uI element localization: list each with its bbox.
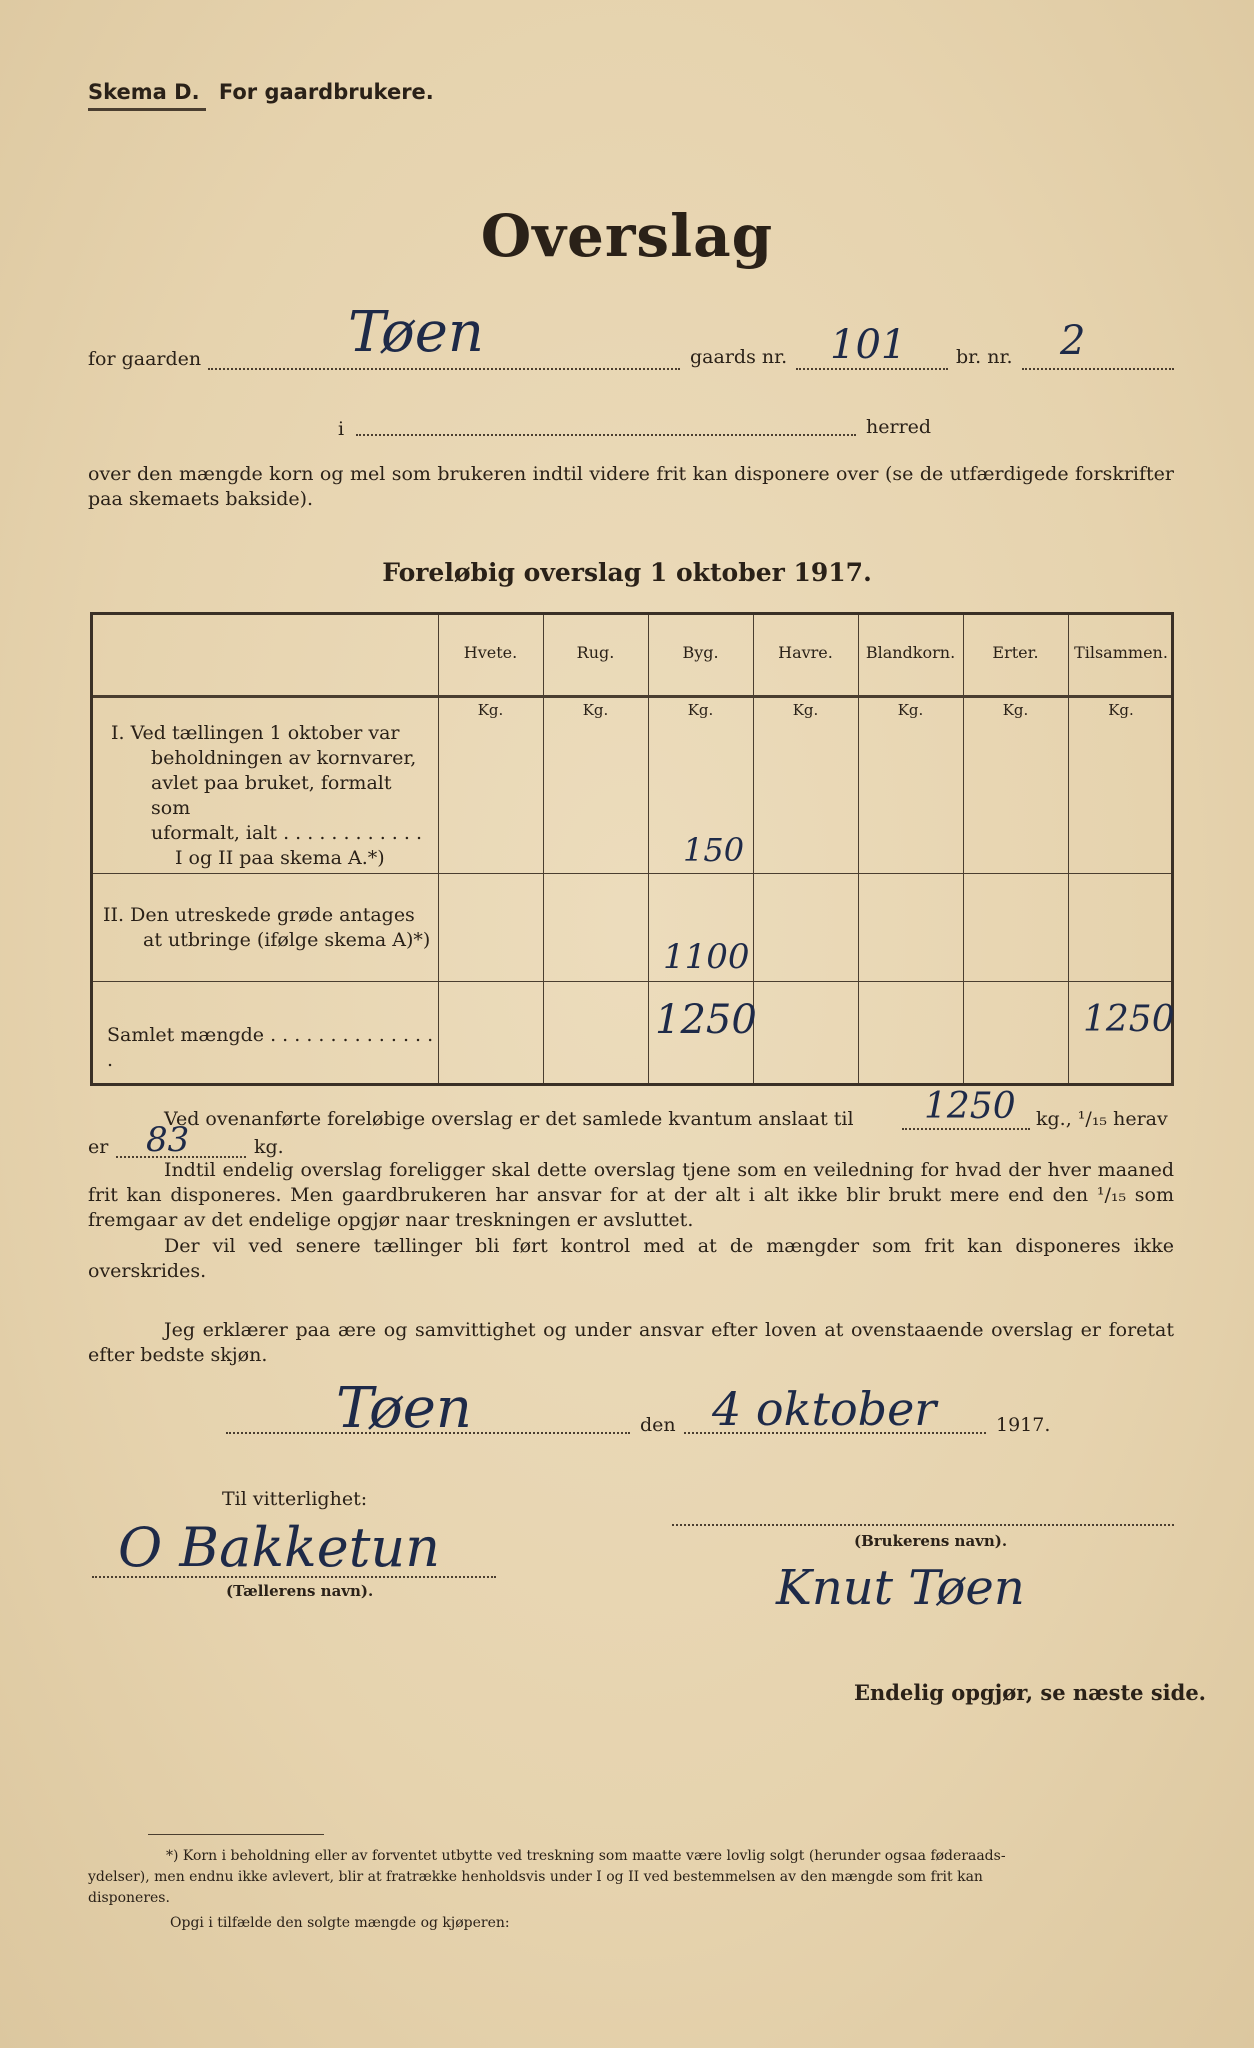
row-label-samlet: Samlet mængde . . . . . . . . . . . . . . . (107, 1024, 434, 1071)
table-vline (543, 615, 544, 1083)
place-handwritten: Tøen (336, 1376, 472, 1441)
date-handwritten: 4 oktober (712, 1382, 937, 1436)
table-vline (648, 615, 649, 1083)
footnote-line: *) Korn i beholdning eller av forventet utbytte ved treskning som maatte være lovlig solgt (herunder ogsaa føderaads- (166, 1848, 1006, 1864)
counter-signature: O Bakketun (118, 1516, 440, 1579)
declaration-paragraph: Jeg erklærer paa ære og samvittighet og under ansvar efter loven at ovenstaaende overslag er foretat efter bedste skjøn. (88, 1319, 1174, 1366)
table-row-rule (93, 873, 1171, 874)
table-vline (858, 615, 859, 1083)
grain-table (90, 612, 1174, 1086)
i-label: i (338, 418, 345, 440)
for-gaardbrukere-label: For gaardbrukere. (218, 80, 434, 104)
for-gaarden-label: for gaarden (88, 348, 202, 370)
counter-name-label: (Tællerens navn). (226, 1582, 374, 1600)
fifteenth-label: kg., ¹/₁₅ herav (1036, 1108, 1168, 1130)
total-statement: Ved ovenanførte foreløbige overslag er det samlede kvantum anslaat til (164, 1108, 854, 1130)
user-name-label: (Brukerens navn). (854, 1532, 1008, 1550)
footnote-line: disponeres. (88, 1890, 170, 1906)
total-kg-line (902, 1128, 1030, 1130)
col-header-hvete: Hvete. (463, 643, 518, 662)
cell-byg-total: 1250 (655, 997, 757, 1043)
kg-label: kg. (254, 1136, 284, 1158)
table-header-rule (93, 695, 1171, 698)
table-vline (438, 615, 439, 1083)
page-title: Overslag (480, 202, 774, 270)
row-label-line: avlet paa bruket, formalt som (151, 772, 392, 819)
year-label: 1917. (996, 1414, 1051, 1436)
unit-label: Kg. (1002, 701, 1029, 719)
row-label-line: I. Ved tællingen 1 oktober var (111, 722, 400, 744)
footnote-line: Opgi i tilfælde den solgte mængde og kjøperen: (170, 1915, 510, 1931)
col-header-rug: Rug. (576, 643, 615, 662)
footnote-rule (148, 1834, 324, 1835)
user-signature: Knut Tøen (776, 1560, 1025, 1616)
er-label: er (88, 1136, 109, 1158)
gaards-nr-line (796, 368, 948, 370)
subtitle: Foreløbig overslag 1 oktober 1917. (382, 558, 872, 587)
den-label: den (640, 1414, 676, 1436)
til-vitterlighet-label: Til vitterlighet: (222, 1488, 368, 1510)
br-nr-label: br. nr. (956, 346, 1013, 368)
col-header-erter: Erter. (992, 643, 1039, 662)
row-label-line: uformalt, ialt . . . . . . . . . . . . (151, 822, 422, 844)
row-label-line: II. Den utreskede grøde antages (103, 904, 415, 926)
col-header-blandkorn: Blandkorn. (865, 643, 956, 662)
row-label-line: I og II paa skema A.*) (175, 847, 385, 869)
footnote-line: ydelser), men endnu ikke avlevert, blir at fratrække henholdsvis under I og II ved bestemmelsen av den mængde som frit kan (88, 1869, 983, 1885)
unit-label: Kg. (792, 701, 819, 719)
farm-name-line (208, 368, 680, 370)
cell-byg-row2: 1100 (663, 937, 750, 977)
row-label-i (111, 721, 431, 871)
unit-label: Kg. (1108, 701, 1134, 719)
endelig-note: Endelig opgjør, se næste side. (854, 1680, 1206, 1705)
row-label-line: at utbringe (ifølge skema A)*) (143, 929, 431, 951)
gaards-nr-handwritten: 101 (830, 322, 907, 368)
table-row-rule (93, 981, 1171, 982)
unit-label: Kg. (897, 701, 924, 719)
col-header-havre: Havre. (778, 643, 833, 662)
row-label-line: beholdningen av kornvarer, (151, 747, 417, 769)
herred-line (356, 434, 856, 436)
total-kg-handwritten: 1250 (924, 1086, 1016, 1127)
fifteenth-kg-handwritten: 83 (146, 1120, 190, 1160)
br-nr-handwritten: 2 (1060, 318, 1086, 364)
footnote (88, 1846, 1180, 1934)
col-header-byg: Byg. (682, 643, 719, 662)
herred-label: herred (866, 416, 932, 438)
unit-label: Kg. (582, 701, 609, 719)
skema-label: Skema D. (88, 80, 200, 104)
intro-paragraph: over den mængde korn og mel som brukeren indtil videre frit kan disponere over (se de utfærdigede forskrifter paa skemaets bakside). (88, 463, 1174, 510)
br-nr-line (1022, 368, 1174, 370)
header-underline (88, 108, 206, 111)
cell-byg-row1: 150 (683, 831, 745, 869)
row-label-ii (103, 903, 433, 953)
table-vline (1068, 615, 1069, 1083)
form-header (88, 80, 434, 104)
unit-label: Kg. (687, 701, 714, 719)
unit-label: Kg. (477, 701, 504, 719)
counter-signature-line (92, 1576, 496, 1578)
table-vline (963, 615, 964, 1083)
user-signature-line (672, 1524, 1174, 1526)
col-header-tilsammen: Tilsammen. (1074, 643, 1168, 662)
disposition-paragraph: Indtil endelig overslag foreligger skal dette overslag tjene som en veiledning for hvad der hver maaned frit kan disponeres. Men gaardbrukeren har ansvar for at der alt i alt ikke blir brukt mere end den ¹/₁₅ som fremgaar av det endelige opgjør naar treskningen er avsluttet. (88, 1159, 1174, 1231)
gaards-nr-label: gaards nr. (690, 346, 788, 368)
control-paragraph: Der vil ved senere tællinger bli ført kontrol med at de mængder som frit kan disponeres ikke overskrides. (88, 1235, 1174, 1282)
cell-tilsammen-total: 1250 (1083, 999, 1175, 1040)
farm-name-handwritten: Tøen (348, 300, 484, 365)
